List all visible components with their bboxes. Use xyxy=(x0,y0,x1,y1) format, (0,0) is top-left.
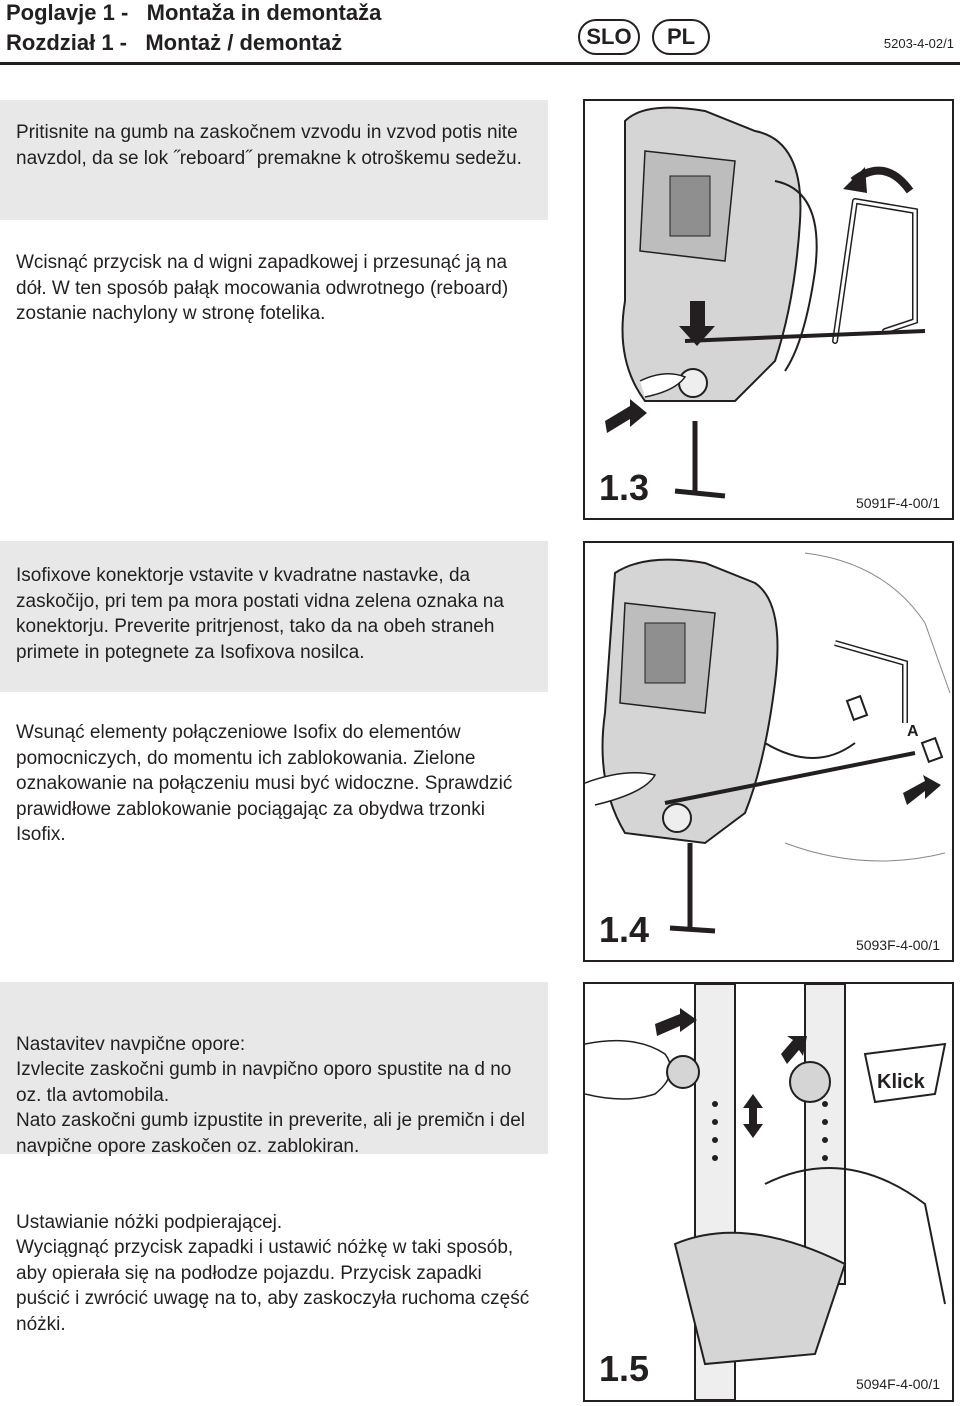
instruction-pl-1-3: Wcisnąć przycisk na d wigni zapadkowej i przesunąć ją na dół. W ten sposób pałąk mocowania odwrotnego (reboard) zostanie nachylony w stronę fotelika. xyxy=(16,252,509,324)
figure-code: 5091F-4-00/1 xyxy=(855,495,940,511)
chapter-title-pl: Rozdział 1 - Montaż / demontaż xyxy=(6,30,343,55)
klick-label: Klick xyxy=(877,1071,925,1093)
instruction-pl-1-5: Ustawianie nóżki podpierającej. Wyciągnąć przycisk zapadki i ustawić nóżkę w taki sposób, aby opierała się na podłodze pojazdu. Przycisk zapadki puścić i zwrócić uwagę na to, aby zaskoczyła ruchoma część nóżki. xyxy=(16,1211,530,1335)
instruction-slo-1-4: Isofixove konektorje vstavite v kvadratne nastavke, da zaskočijo, pri tem pa mora postati vidna zelena oznaka na konektorju. Preverite pritrjenost, tako da na obeh straneh primete in potegnete za Isofixova nosilca. xyxy=(0,541,548,692)
figure-1-4 xyxy=(583,541,954,962)
document-number: 5203-4-02/1 xyxy=(883,36,954,51)
figure-1-4-illustration xyxy=(585,543,952,960)
chapter-title-slo: Poglavje 1 - Montaža in demontaža xyxy=(6,0,382,25)
figure-1-3-illustration xyxy=(585,101,952,518)
figure-number: 1.5 xyxy=(599,1348,650,1389)
language-badge-slo: SLO xyxy=(578,19,640,55)
instruction-pl-1-4: Wsunąć elementy połączeniowe Isofix do elementów pomocniczych, do momentu ich zablokowania. Zielone oznakowanie na połączeniu musi być widoczne. Sprawdzić prawidłowe zablokowanie pociągając za obydwa trzonki Isofix. xyxy=(16,722,513,845)
figure-code: 5094F-4-00/1 xyxy=(855,1376,940,1392)
figure-code: 5093F-4-00/1 xyxy=(855,937,940,953)
figure-label-a: A xyxy=(907,723,919,740)
language-badge-pl: PL xyxy=(652,19,710,55)
figure-1-3 xyxy=(583,99,954,520)
instruction-slo-1-3: Pritisnite na gumb na zaskočnem vzvodu in vzvod potis nite navzdol, da se lok ˝reboard˝ premakne k otroškemu sedežu. xyxy=(0,100,548,220)
figure-1-5-illustration xyxy=(585,984,952,1400)
header-divider xyxy=(0,62,960,65)
figure-number: 1.3 xyxy=(599,467,650,508)
instruction-slo-1-5: Nastavitev navpične opore: Izvlecite zaskočni gumb in navpično oporo spustite na d no oz. tla avtomobila. Nato zaskočni gumb izpustite in preverite, ali je premičn i del navpične opore zaskočen oz. zablokiran. xyxy=(0,982,548,1154)
figure-number: 1.4 xyxy=(599,909,650,950)
figure-1-5 xyxy=(583,982,954,1402)
